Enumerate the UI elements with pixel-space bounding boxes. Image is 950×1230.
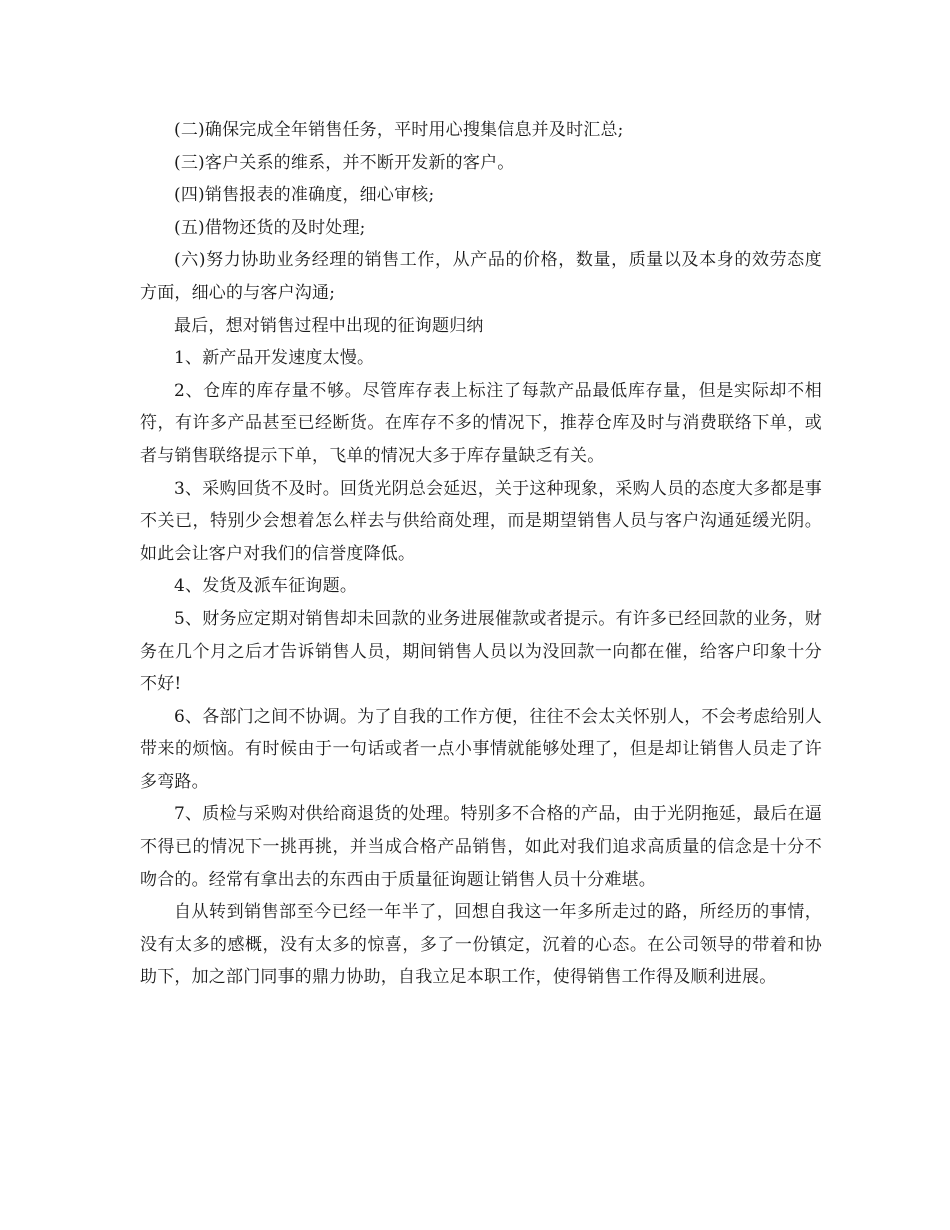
paragraph-item-4: (四)销售报表的准确度，细心审核;	[174, 185, 435, 206]
paragraph-item-3: (三)客户关系的维系，并不断开发新的客户。	[174, 152, 515, 173]
issue-2: 2、仓库的库存量不够。尽管库存表上标注了每款产品最低库存量，但是实际却不相符，有许多产品甚至已经断货。在库存不多的情况下，推荐仓库及时与消费联络下单，或者与销售联络提示下单，飞单的情况大多于库存量缺乏有关。	[140, 380, 822, 466]
paragraph-item-5: (五)借物还货的及时处理;	[174, 217, 366, 238]
issue-3: 3、采购回货不及时。回货光阴总会延迟，关于这种现象，采购人员的态度大多都是事不关已，特别少会想着怎么样去与供给商处理，而是期望销售人员与客户沟通延缓光阴。如此会让客户对我们的信誉度降低。	[140, 478, 822, 564]
document-body	[140, 114, 822, 994]
issue-7: 7、质检与采购对供给商退货的处理。特别多不合格的产品，由于光阴拖延，最后在逼不得已的情况下一挑再挑，并当成合格产品销售，如此对我们追求高质量的信念是十分不吻合的。经常有拿出去的东西由于质量征询题让销售人员十分难堪。	[140, 804, 822, 890]
paragraph-item-6: (六)努力协助业务经理的销售工作，从产品的价格，数量，质量以及本身的效劳态度方面，细心的与客户沟通;	[140, 250, 822, 303]
issue-4: 4、发货及派车征询题。	[174, 576, 358, 597]
issue-1: 1、新产品开发速度太慢。	[174, 348, 375, 369]
issue-5: 5、财务应定期对销售却未回款的业务进展催款或者提示。有许多已经回款的业务，财务在几个月之后才告诉销售人员，期间销售人员以为没回款一向都在催，给客户印象十分不好!	[140, 608, 822, 695]
issue-6: 6、各部门之间不协调。为了自我的工作方便，往往不会太关怀别人，不会考虑给别人带来的烦恼。有时候由于一句话或者一点小事情就能够处理了，但是却让销售人员走了许多弯路。	[140, 706, 822, 792]
closing-paragraph: 自从转到销售部至今已经一年半了，回想自我这一年多所走过的路，所经历的事情，没有太多的感概，没有太多的惊喜，多了一份镇定，沉着的心态。在公司领导的带着和协助下，加之部门同事的鼎力协助，自我立足本职工作，使得销售工作得及顺利进展。	[140, 902, 822, 988]
paragraph-item-2: (二)确保完成全年销售任务，平时用心搜集信息并及时汇总;	[174, 120, 624, 140]
summary-intro: 最后，想对销售过程中出现的征询题归纳	[174, 315, 484, 336]
